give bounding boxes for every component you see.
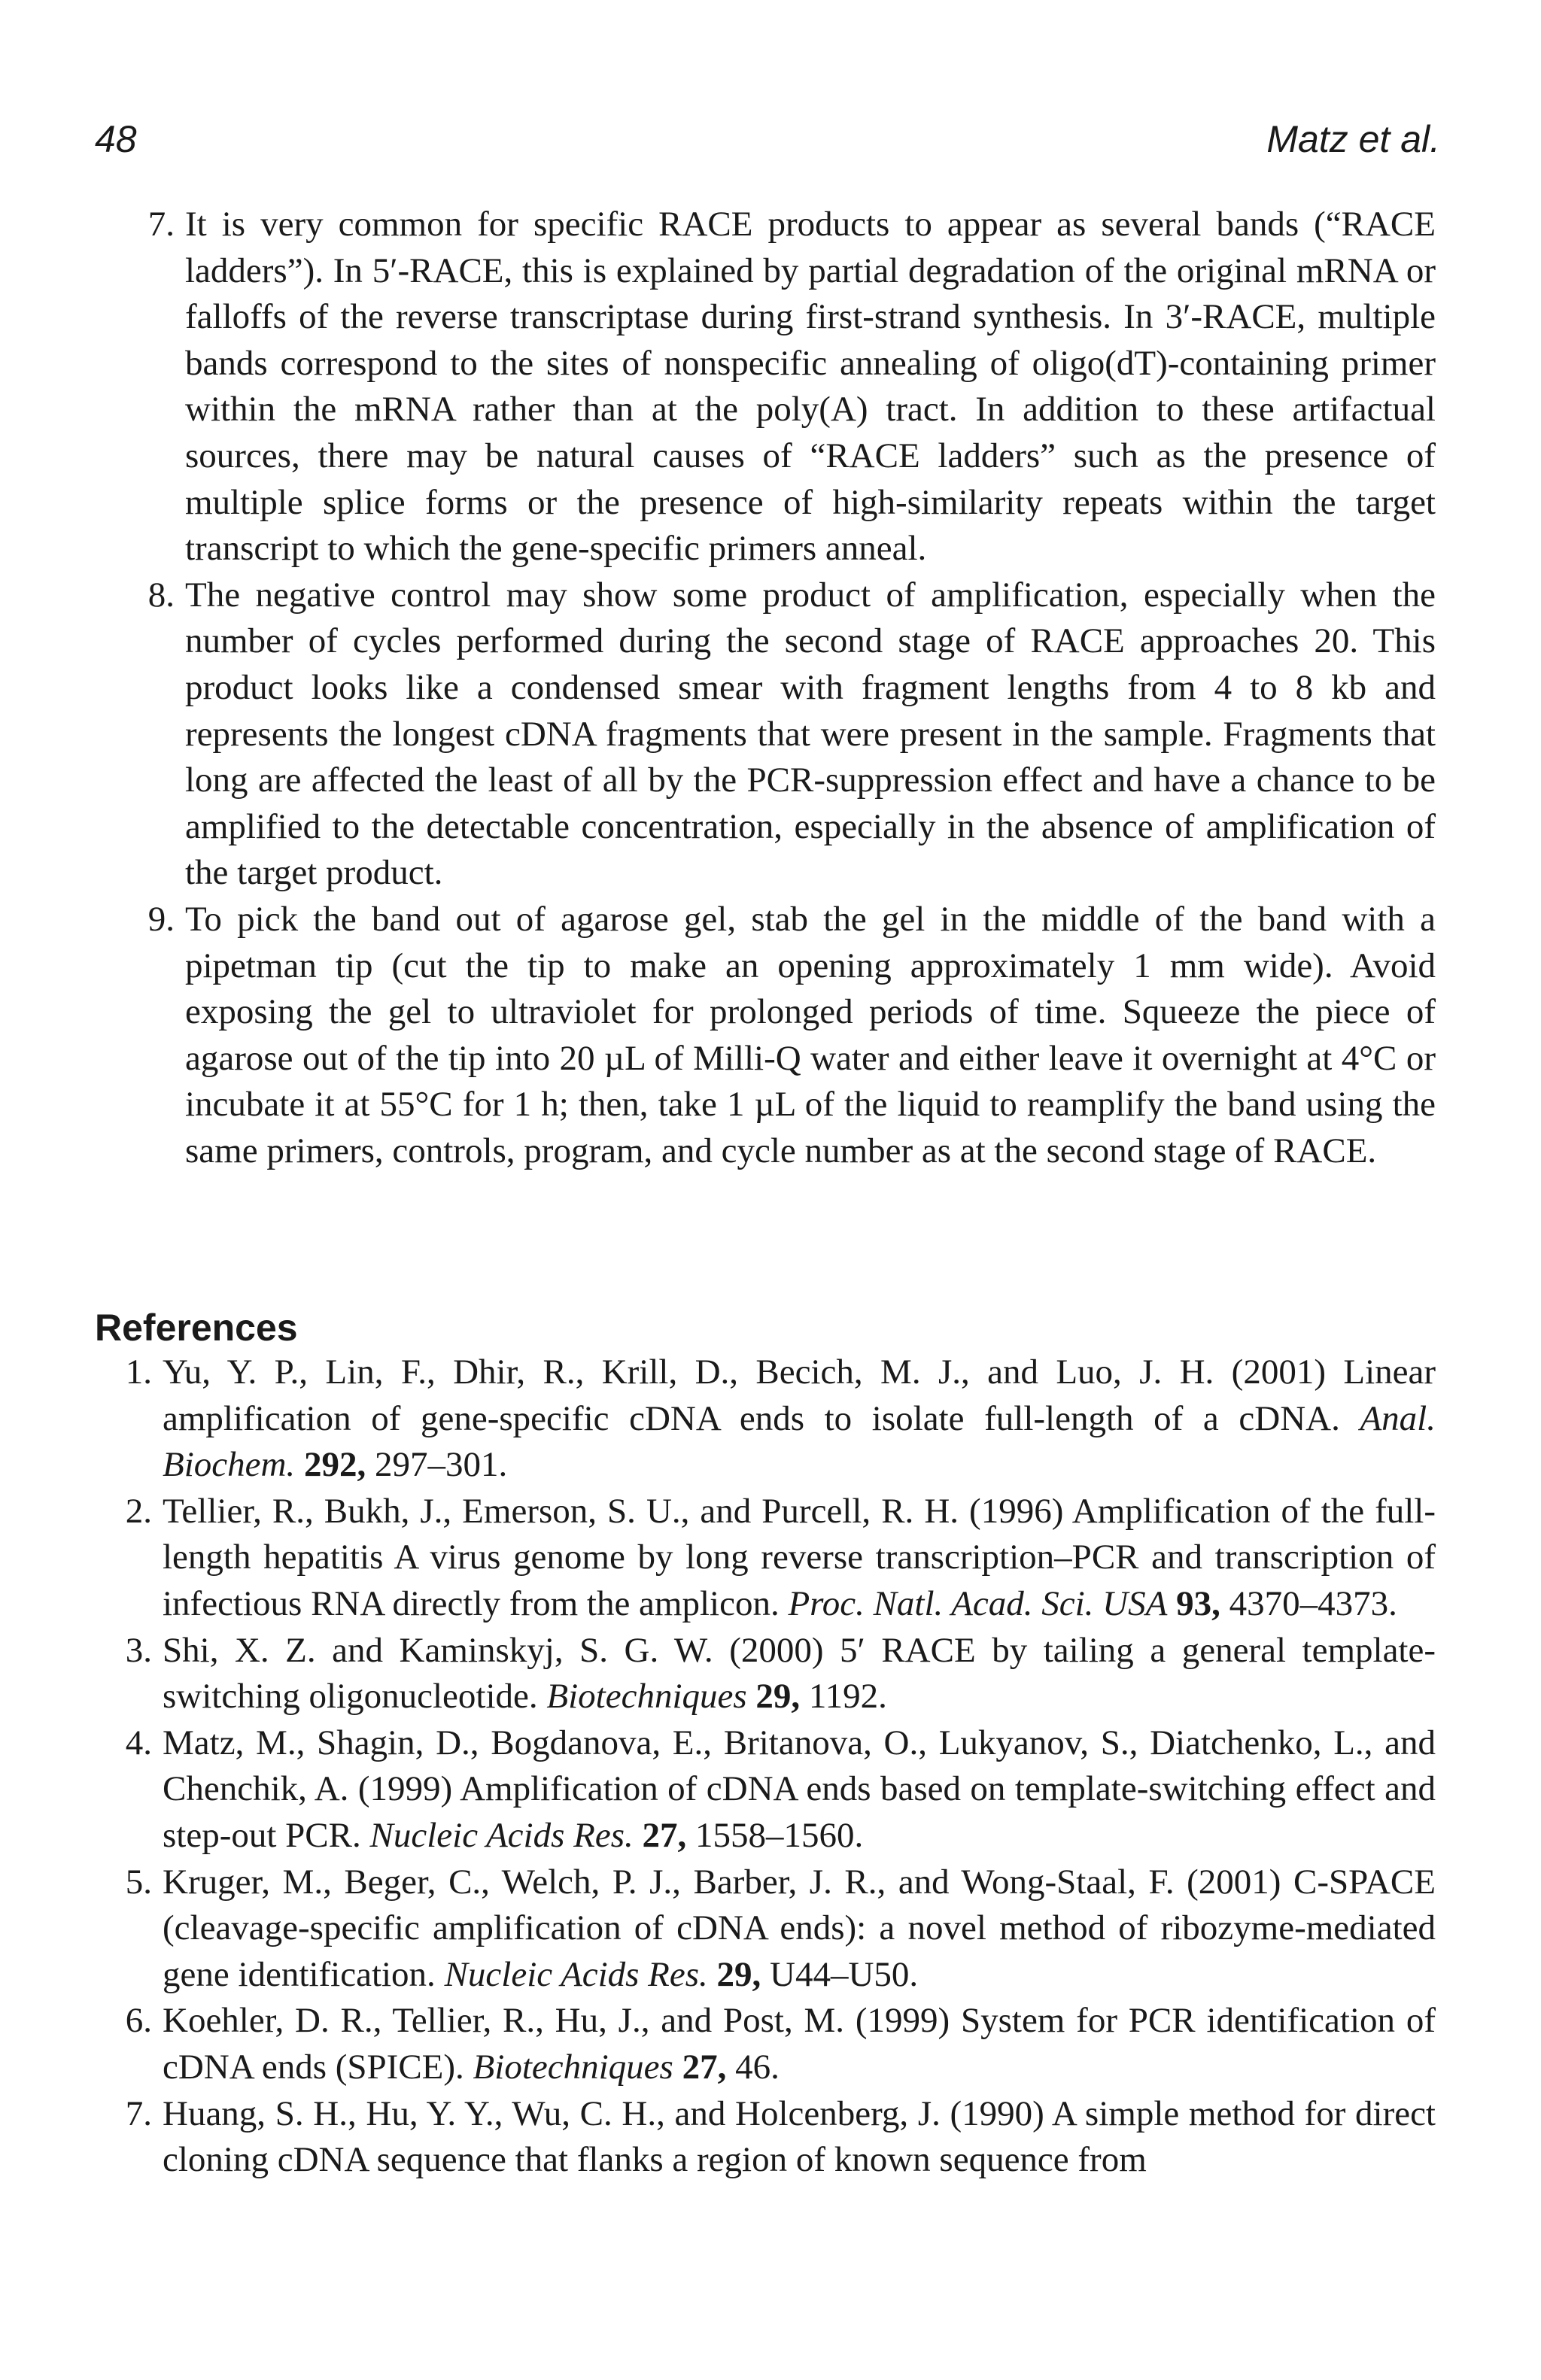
reference-pages: 4370–4373.	[1229, 1583, 1397, 1623]
notes-section	[0, 202, 1541, 1174]
reference-item	[125, 1628, 1436, 1720]
reference-volume: 29,	[755, 1677, 801, 1717]
reference-journal: Biotechniques	[546, 1677, 747, 1717]
note-number: 9.	[147, 899, 175, 939]
note-item	[147, 897, 1436, 1175]
reference-text: Yu, Y. P., Lin, F., Dhir, R., Krill, D., Becich, M. J., and Luo, J. H. (2001) Linear amplification of gene-specific cDNA ends to isolate full-length of a cDNA.	[163, 1352, 1436, 1438]
reference-number: 6.	[125, 2001, 152, 2041]
reference-item	[125, 1349, 1436, 1489]
note-text: It is very common for specific RACE products to appear as several bands (“RACE ladders”). In 5′-RACE, this is explained by partial degradation of the original mRNA or falloffs of the reverse transcriptase during first-strand synthesis. In 3′-RACE, multiple bands correspond to the sites of nonspecific annealing of oligo(dT)-containing primer within the mRNA rather than at the poly(A) tract. In addition to these artifactual sources, there may be natural causes of “RACE ladders” such as the presence of multiple splice forms or the presence of high-similarity repeats within the target transcript to which the gene-specific primers anneal.	[185, 205, 1436, 569]
note-number: 8.	[147, 575, 175, 615]
reference-volume: 292,	[303, 1445, 366, 1485]
running-head-authors: Matz et al.	[1266, 118, 1440, 160]
reference-volume: 93,	[1176, 1583, 1220, 1623]
reference-text: Shi, X. Z. and Kaminskyj, S. G. W. (2000) 5′ RACE by tailing a general template-switching oligonucleotide.	[163, 1630, 1436, 1717]
note-text: The negative control may show some product of amplification, especially when the number of cycles performed during the second stage of RACE approaches 20. This product looks like a condensed smear with fragment lengths from 4 to 8 kb and represents the longest cDNA fragments that were present in the sample. Fragments that long are affected the least of all by the PCR-suppression effect and have a chance to be amplified to the detectable concentration, especially in the absence of amplification of the target product.	[185, 575, 1436, 893]
reference-volume: 29,	[716, 1954, 761, 1994]
reference-pages: 297–301.	[374, 1445, 508, 1485]
reference-pages: 1192.	[808, 1677, 887, 1717]
page-number: 48	[95, 118, 137, 160]
reference-text: Tellier, R., Bukh, J., Emerson, S. U., and Purcell, R. H. (1996) Amplification of the full-length hepatitis A virus genome by long reverse transcription–PCR and transcription of infectious RNA directly from the amplicon.	[163, 1491, 1436, 1623]
reference-pages: 1558–1560.	[695, 1815, 864, 1855]
reference-pages: U44–U50.	[770, 1954, 919, 1994]
notes-list	[0, 202, 1541, 1174]
reference-item	[125, 1720, 1436, 1859]
reference-journal: Nucleic Acids Res.	[369, 1815, 634, 1855]
reference-volume: 27,	[682, 2047, 727, 2087]
reference-number: 7.	[125, 2093, 152, 2133]
note-item	[147, 572, 1436, 897]
reference-text: Koehler, D. R., Tellier, R., Hu, J., and Post, M. (1999) System for PCR identification of cDNA ends (SPICE).	[163, 2001, 1436, 2087]
note-item	[147, 202, 1436, 572]
reference-item	[125, 1489, 1436, 1628]
reference-number: 5.	[125, 1862, 152, 1902]
reference-journal: Nucleic Acids Res.	[444, 1954, 708, 1994]
reference-journal: Proc. Natl. Acad. Sci. USA	[788, 1583, 1168, 1623]
references-heading: References	[95, 1307, 298, 1349]
reference-volume: 27,	[642, 1815, 687, 1855]
reference-item	[125, 1998, 1436, 2090]
note-number: 7.	[147, 205, 175, 244]
reference-journal: Biotechniques	[473, 2047, 673, 2087]
reference-text: Matz, M., Shagin, D., Bogdanova, E., Britanova, O., Lukyanov, S., Diatchenko, L., and Chenchik, A. (1999) Amplification of cDNA ends based on template-switching effect and step-out PCR.	[163, 1723, 1436, 1855]
note-text: To pick the band out of agarose gel, stab the gel in the middle of the band with a pipetman tip (cut the tip to make an opening approximately 1 mm wide). Avoid exposing the gel to ultraviolet for prolonged periods of time. Squeeze the piece of agarose out of the tip into 20 µL of Milli-Q water and either leave it overnight at 4°C or incubate it at 55°C for 1 h; then, take 1 µL of the liquid to reamplify the band using the same primers, controls, program, and cycle number as at the second stage of RACE.	[185, 899, 1436, 1170]
references-list	[0, 1349, 1541, 2184]
reference-text: Kruger, M., Beger, C., Welch, P. J., Barber, J. R., and Wong-Staal, F. (2001) C-SPACE (cleavage-specific amplification of cDNA ends): a novel method of ribozyme-mediated gene identification.	[163, 1862, 1436, 1994]
reference-number: 1.	[125, 1352, 152, 1392]
reference-number: 2.	[125, 1491, 152, 1531]
reference-item	[125, 2091, 1436, 2184]
running-header	[95, 113, 1440, 165]
reference-item	[125, 1859, 1436, 1999]
reference-text: Huang, S. H., Hu, Y. Y., Wu, C. H., and Holcenberg, J. (1990) A simple method for direct cloning cDNA sequence that flanks a region of known sequence from	[163, 2093, 1436, 2180]
reference-journal: Anal. Biochem.	[163, 1398, 1436, 1485]
references-section	[0, 1349, 1541, 2184]
reference-pages: 46.	[735, 2047, 780, 2087]
reference-number: 3.	[125, 1630, 152, 1670]
reference-number: 4.	[125, 1723, 152, 1762]
